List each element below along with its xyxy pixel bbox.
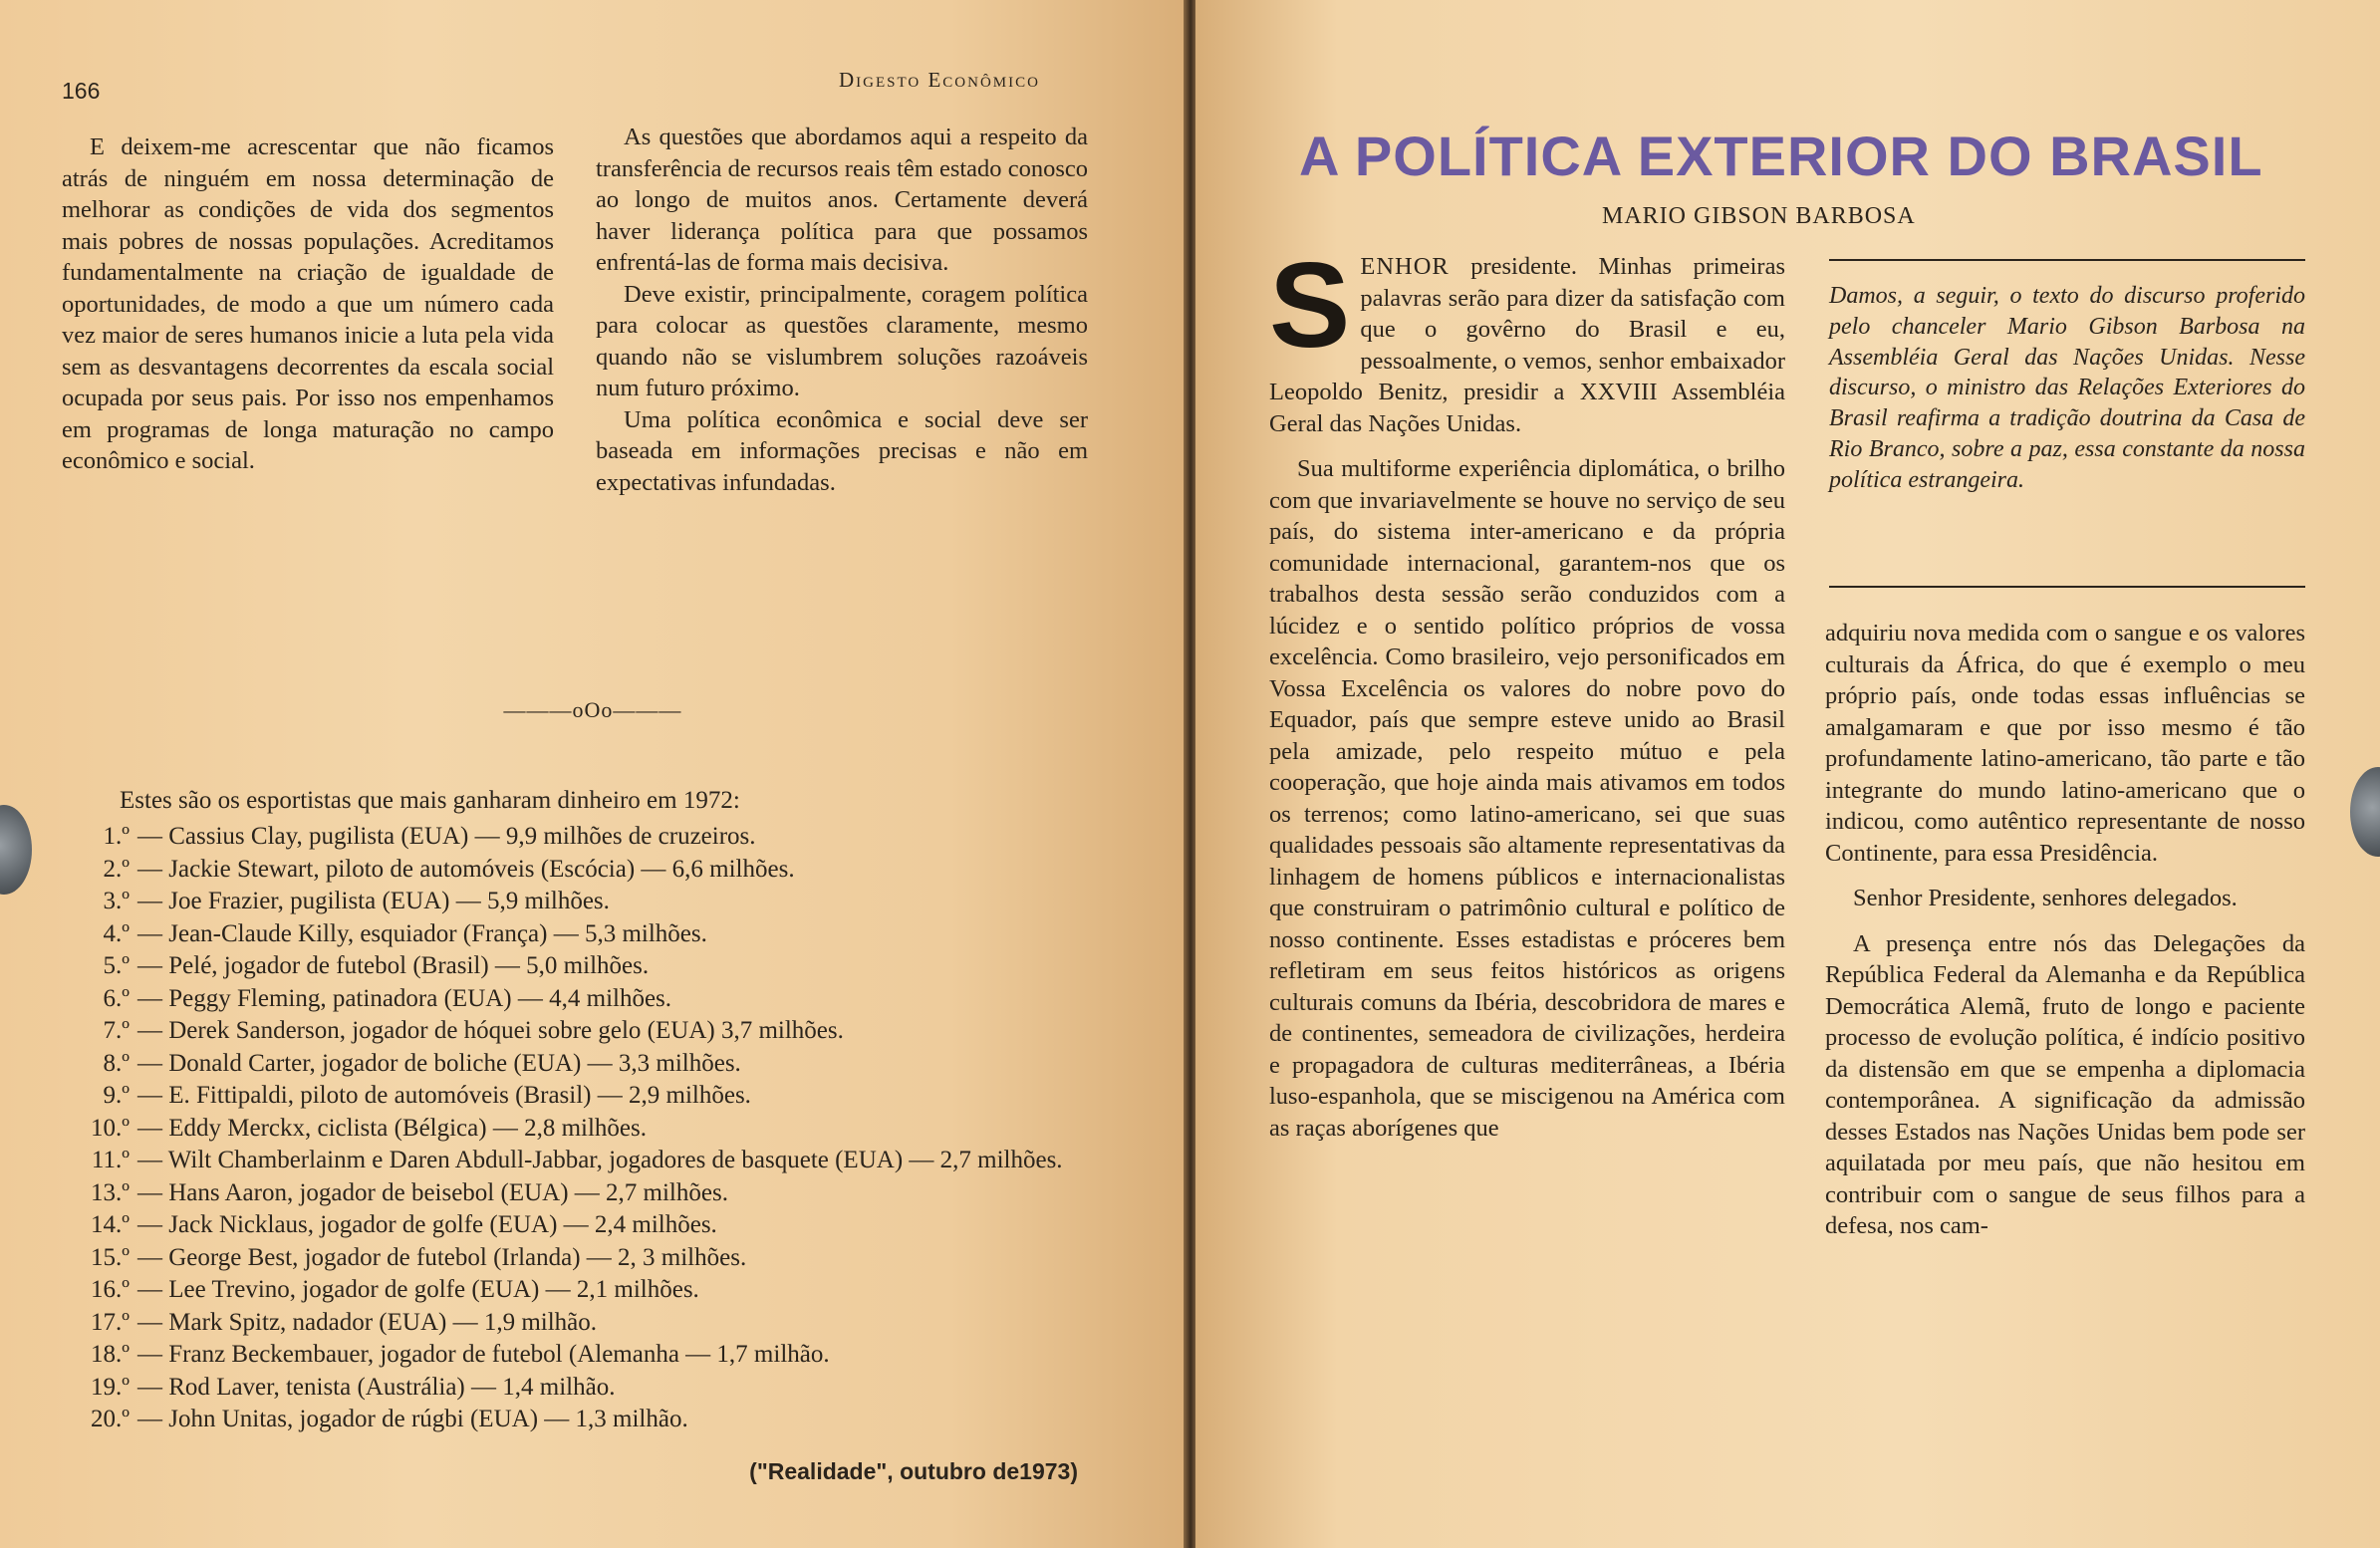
article-headline: A POLÍTICA EXTERIOR DO BRASIL — [1299, 125, 2263, 187]
list-item — [56, 1274, 1088, 1307]
list-item — [56, 950, 1088, 983]
opening-text: presidente. Minhas primeiras palavras serão para dizer da satisfação com que o govêrno do Brasil e eu, pessoalmente, o vemos, senhor embaixador Leopoldo Benitz, presidir a XXVIII Assembléia Geral das Nações Unidas. — [1269, 253, 1785, 437]
list-item — [56, 1177, 1088, 1210]
rank-number: 17.º — [90, 1308, 130, 1336]
athlete-entry: — E. Fittipaldi, piloto de automóveis (Brasil) — 2,9 milhões. — [137, 1082, 751, 1109]
intro-rule-top — [1829, 259, 2305, 261]
left-column-1 — [62, 131, 554, 477]
athlete-entry: — John Unitas, jogador de rúgbi (EUA) — 1,3 milhão. — [137, 1406, 688, 1432]
list-item — [56, 1048, 1088, 1081]
opening-caps: ENHOR — [1360, 253, 1450, 280]
rank-number: 11.º — [91, 1147, 130, 1173]
left-page — [0, 0, 1186, 1548]
list-item — [56, 1339, 1088, 1372]
paragraph: Senhor Presidente, senhores delegados. — [1853, 885, 2238, 911]
paragraph: adquiriu nova medida com o sangue e os valores culturais da África, do que é exemplo o meu próprio país, onde todas essas influências se amalgamaram e que por isso mesmo é tão profundamente latino-americano, tão parte e tão integrante do mundo latino-americano que o indicou, como autêntico representante de nosso Continente, para essa Presidência. — [1825, 620, 2305, 867]
intro-box — [1829, 281, 2305, 496]
opening-paragraph — [1269, 237, 1785, 439]
athlete-entry: — Joe Frazier, pugilista (EUA) — 5,9 milhões. — [137, 888, 610, 914]
rank-number: 2.º — [103, 855, 130, 883]
rank-number: 13.º — [90, 1178, 130, 1206]
athlete-entry: — Mark Spitz, nadador (EUA) — 1,9 milhão. — [137, 1308, 598, 1336]
rank-number: 15.º — [90, 1243, 130, 1271]
list-item — [56, 1372, 1088, 1405]
athlete-entry: — Franz Beckembauer, jogador de futebol (Alemanha — 1,7 milhão. — [137, 1341, 830, 1368]
athlete-entry: — Hans Aaron, jogador de beisebol (EUA) — 2,7 milhões. — [137, 1178, 728, 1206]
list-item — [56, 1404, 1088, 1436]
rank-number: 16.º — [90, 1276, 130, 1303]
list-item — [56, 821, 1088, 854]
rank-number: 10.º — [90, 1114, 130, 1142]
athlete-entry: — Jack Nicklaus, jogador de golfe (EUA) — 2,4 milhões. — [137, 1211, 717, 1238]
paragraph: Sua multiforme experiência diplomática, o brilho com que invariavelmente se houve no serviço de seu país, do sistema inter-americano e da própria comunidade internacional, garantem-nos que os trabalhos desta sessão serão conduzidos com a lúcidez e o sentido político próprios de vossa excelência. Como brasileiro, vejo personificados em Vossa Excelência os valores do nobre povo do Equador, país que sempre esteve unido ao Brasil pela amizade, pelo respeito mútuo e pela cooperação, que hoje ainda mais ativamos em todos os terrenos; como latino-americano, sei que suas qualidades pessoais são altamente representativas da linhagem de homens públicos e internacionalistas que construiram o patrimônio cultural e político de nosso continente. Esses estadistas e próceres bem refletiram em seus feitos históricos as origens culturais comuns da Ibéria, descobridora de mares e de continentes, semeadora de civilizações, herdeira e propagadora de culturas mediterrâneas, a Ibéria luso-espanhola, que se miscigenou na América com as raças aborígenes que — [1269, 455, 1785, 1142]
binder-hole — [0, 805, 32, 895]
athlete-entry: — George Best, jogador de futebol (Irlanda) — 2, 3 milhões. — [137, 1243, 747, 1271]
rank-number: 19.º — [90, 1373, 130, 1401]
source-citation: ("Realidade", outubro de1973) — [749, 1458, 1078, 1484]
paragraph: E deixem-me acrescentar que não ficamos atrás de ninguém em nossa determinação de melhorar as condições de vida dos segmentos mais pobres de nossas populações. Acreditamos fundamentalmente na criação de igualdade de oportunidades, de modo a que um número cada vez maior de seres humanos inicie a luta pela vida sem as desvantagens decorrentes da escala social ocupada por seus pais. Por isso nos empenhamos em programas de longa maturação no campo econômico e social. — [62, 133, 554, 474]
paragraph: Deve existir, principalmente, coragem política para colocar as questões claramente, mesmo quando não se vislumbrem soluções razoáveis num futuro próximo. — [596, 280, 1088, 401]
rank-number: 3.º — [103, 888, 130, 914]
athlete-entry: — Rod Laver, tenista (Austrália) — 1,4 milhão. — [137, 1373, 616, 1401]
right-column-2 — [1825, 618, 2305, 1242]
rank-number: 1.º — [103, 823, 130, 850]
rank-number: 6.º — [103, 984, 130, 1012]
athlete-entry: — Eddy Merckx, ciclista (Bélgica) — 2,8 milhões. — [137, 1114, 647, 1142]
athlete-entry: — Pelé, jogador de futebol (Brasil) — 5,0 milhões. — [137, 952, 650, 979]
intro-rule-bottom — [1829, 586, 2305, 588]
athlete-list — [56, 821, 1088, 1436]
rank-number: 5.º — [103, 952, 130, 979]
list-item — [56, 1113, 1088, 1146]
drop-cap: S — [1269, 237, 1351, 373]
rank-number: 20.º — [90, 1406, 130, 1432]
running-head: Digesto Econômico — [839, 68, 1040, 92]
athlete-entry: — Wilt Chamberlainm e Daren Abdull-Jabbar, jogadores de basquete (EUA) — 2,7 milhões. — [137, 1147, 1063, 1173]
rank-number: 14.º — [90, 1211, 130, 1238]
athlete-entry: — Jean-Claude Killy, esquiador (França) — 5,3 milhões. — [137, 919, 707, 947]
left-column-2 — [596, 122, 1088, 498]
right-page — [1195, 0, 2380, 1548]
list-item — [56, 918, 1088, 951]
athlete-entry: — Derek Sanderson, jogador de hóquei sobre gelo (EUA) 3,7 milhões. — [137, 1017, 844, 1044]
paragraph: A presença entre nós das Delegações da República Federal da Alemanha e da República Democrática Alemã, fruto de longo e paciente processo de evolução política, é indício positivo da distensão em que se empenha a diplomacia contemporânea. A significação da admissão desses Estados nas Nações Unidas bem pode ser aquilatada por meu país, que não hesitou em contribuir com o sangue de seus filhos para a defesa, nos cam- — [1825, 929, 2305, 1239]
paragraph: Uma política econômica e social deve ser baseada em informações precisas e não em expectativas infundadas. — [596, 405, 1088, 496]
rank-number: 4.º — [103, 919, 130, 947]
list-item — [56, 1145, 1088, 1177]
rank-number: 7.º — [103, 1017, 130, 1044]
binder-hole — [2350, 767, 2380, 857]
rank-number: 9.º — [103, 1082, 130, 1109]
rank-number: 8.º — [103, 1049, 130, 1077]
list-item — [56, 1015, 1088, 1048]
athlete-entry: — Donald Carter, jogador de boliche (EUA) — 3,3 milhões. — [137, 1049, 741, 1077]
section-separator: ———oOo——— — [503, 697, 682, 722]
right-column-1 — [1269, 237, 1785, 1144]
page-number: 166 — [62, 78, 101, 104]
list-item — [56, 854, 1088, 887]
list-item — [56, 1307, 1088, 1340]
list-item — [56, 1209, 1088, 1242]
list-intro: Estes são os esportistas que mais ganharam dinheiro em 1972: — [120, 787, 740, 814]
paragraph: As questões que abordamos aqui a respeito da transferência de recursos reais têm estado conosco ao longo de muitos anos. Certamente deverá haver liderança política para que possamos enfrentá-las de forma mais decisiva. — [596, 124, 1088, 276]
article-byline: MARIO GIBSON BARBOSA — [1602, 203, 1916, 229]
athlete-entry: — Lee Trevino, jogador de golfe (EUA) — 2,1 milhões. — [137, 1276, 699, 1303]
athlete-entry: — Cassius Clay, pugilista (EUA) — 9,9 milhões de cruzeiros. — [137, 823, 756, 850]
list-item — [56, 1242, 1088, 1275]
athlete-entry: — Jackie Stewart, piloto de automóveis (Escócia) — 6,6 milhões. — [137, 855, 795, 883]
athlete-entry: — Peggy Fleming, patinadora (EUA) — 4,4 milhões. — [137, 984, 672, 1012]
list-item — [56, 1080, 1088, 1113]
rank-number: 18.º — [90, 1341, 130, 1368]
list-item — [56, 983, 1088, 1016]
intro-text: Damos, a seguir, o texto do discurso proferido pelo chanceler Mario Gibson Barbosa na Assembléia Geral das Nações Unidas. Nesse discurso, o ministro das Relações Exteriores do Brasil reafirma a tradição doutrina da Casa de Rio Branco, sobre a paz, essa constante da nossa política estrangeira. — [1829, 283, 2305, 493]
list-item — [56, 886, 1088, 918]
